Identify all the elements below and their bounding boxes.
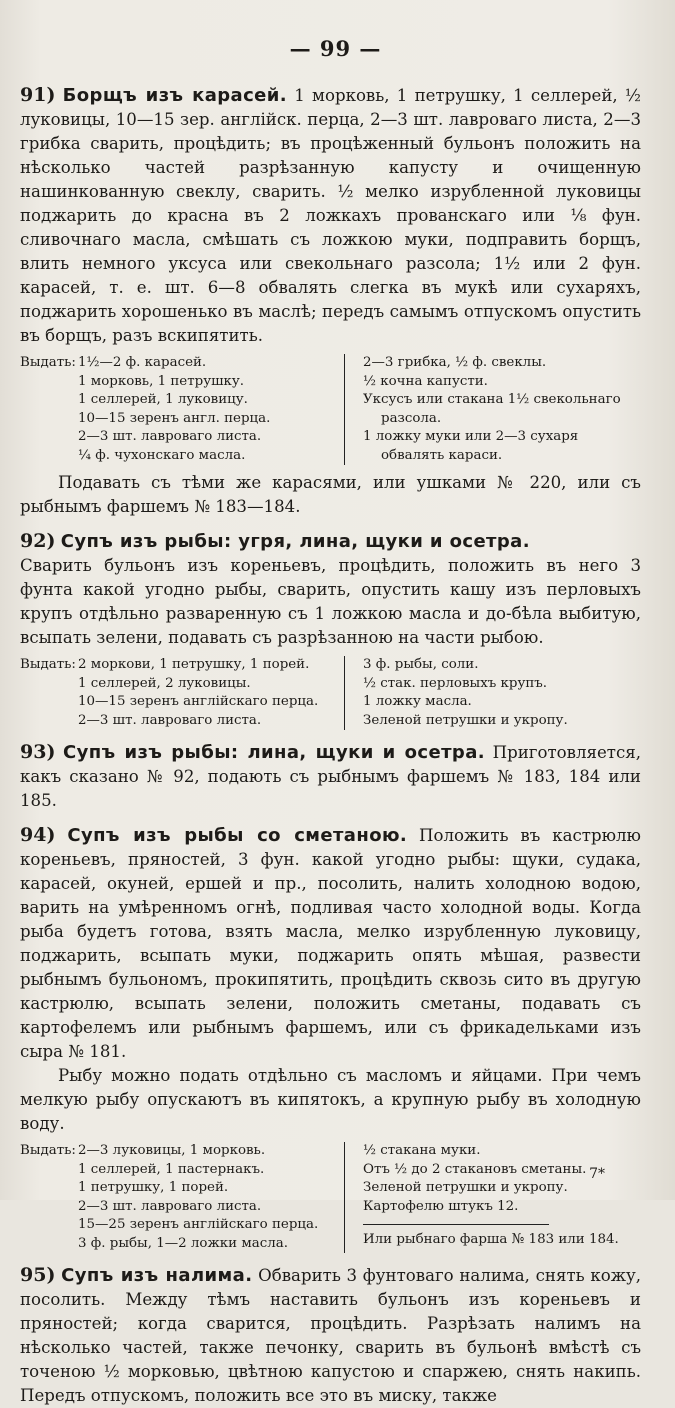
yield-item: Картофелю штукъ 12. [363,1198,519,1214]
yield-item: 2—3 луковицы, 1 морковь. [78,1143,266,1158]
divider [363,1224,549,1225]
page-number: — 99 — [289,36,382,61]
recipe-title: Супъ изъ налима. [61,1265,253,1286]
yield-item: 1 морковь, 1 петрушку. [78,373,245,389]
yield-item: ½ стакана муки. [363,1143,481,1158]
yield-item: 2—3 шт. лавроваго листа. [78,712,262,728]
yield-item: Зеленой петрушки и укропу. [363,712,568,728]
recipe-body: Обварить 3 фунтоваго налима, снять кожу, посолить. Между тѣмъ наставить бульонъ изъ кореньевъ и пряностей; когда сварится, процѣдить. Разрѣзать налимъ на нѣсколько частей, также печонку, сварить въ бульонѣ вмѣстѣ съ точеною ½ морковью, цвѣтною капустою и спаржею, снять накипь. Передъ отпускомъ, положить все это въ миску, также [20,1266,642,1405]
yield-item: Зеленой петрушки и укропу. [363,1180,568,1195]
yield-item: 10—15 зеренъ англ. перца. [78,410,271,426]
yield-item: 3 ф. рыбы, соли. [363,657,479,672]
yield-item: 1 петрушку, 1 порей. [78,1180,229,1195]
recipe-body: Сварить бульонъ изъ кореньевъ, процѣдить, положить въ него 3 фунта какой угодно рыбы, сварить, опустить кашу изъ перловыхъ крупъ отдѣльно разваренную съ 1 ложкою масла и до-бѣла выбитую, всыпать зелени, подавать съ разрѣзанною на части рыбою. [20,556,641,647]
recipe-94 [20,823,641,1253]
yield-item: ½ стак. перловыхъ крупъ. [363,675,548,691]
recipe-title: Борщъ изъ карасей. [62,85,288,106]
yield-item: 2 моркови, 1 петрушку, 1 порей. [78,657,310,672]
yield-item: 1 селлерей, 2 луковицы. [78,675,251,691]
recipe-number: 91) [20,84,56,106]
yield-item: 15—25 зеренъ англійскаго перца. [78,1217,319,1232]
yield-item: ¼ ф. чухонскаго масла. [78,447,246,463]
yield-item: 1½—2 ф. карасей. [78,355,207,370]
recipe-body: Положить въ кастрюлю кореньевъ, пряностей, 3 фун. какой угодно рыбы: щуки, судака, карасей, окуней, ершей и пр., посолить, налить холодною водою, варить на умѣренномъ огнѣ, подливая часто холодной воды. Когда рыба будетъ готова, взять масла, мелко изрубленную луковицу, поджарить, всыпать муки, поджарить опять мѣшая, развести рыбнымъ бульономъ, прокипятить, процѣдить сквозь сито въ другую кастрюлю, всыпать зелени, положить сметаны, подавать съ картофелемъ или рыбнымъ фаршемъ, или съ фрикадельками изъ сыра № 181. [20,826,641,1061]
recipe-title: Супъ изъ рыбы: угря, лина, щуки и осетра. [60,531,530,552]
recipe-95 [20,1263,641,1408]
yield-label: Выдать: [20,657,76,672]
recipe-number: 93) [20,741,56,763]
yield-item: 2—3 грибка, ½ ф. свеклы. [363,355,547,370]
yield-item: 1 ложку масла. [363,694,472,709]
yield-item: Отъ ½ до 2 стакановъ сметаны. [363,1161,587,1177]
yield-item: 1 ложку муки или 2—3 сухаря обвалять караси. [363,429,579,463]
yield-block [20,656,641,730]
yield-item: 2—3 шт. лавроваго листа. [78,1198,262,1214]
recipe-93 [20,740,641,813]
recipe-body: Приготовляется, какъ сказано № 92, подають съ рыбнымъ фаршемъ № 183, 184 или 185. [20,743,642,810]
yield-label: Выдать: [20,355,76,370]
yield-item: 1 селлерей, 1 луковицу. [78,392,248,407]
yield-item: ½ кочна капусти. [363,373,488,389]
recipe-title: Супъ изъ рыбы со сметаною. [67,825,408,846]
recipe-note: Подавать съ тѣми же карасями, или ушками № 220, или съ рыбнымъ фаршемъ № 183—184. [20,473,641,516]
recipe-title: Супъ изъ рыбы: лина, щуки и осетра. [63,742,486,763]
yield-block [20,354,641,465]
yield-item: 3 ф. рыбы, 1—2 ложки масла. [78,1235,289,1251]
yield-item: 10—15 зеренъ англійскаго перца. [78,694,319,709]
yield-block [20,1142,641,1253]
yield-item: Или рыбнаго фарша № 183 или 184. [363,1232,619,1247]
recipe-91 [20,83,641,519]
recipe-number: 94) [20,824,56,846]
signature-mark: 7* [589,1166,605,1182]
recipe-number: 92) [20,530,56,552]
yield-item: Уксусъ или стакана 1½ свекольнаго разсола. [363,392,621,426]
recipe-number: 95) [20,1264,56,1286]
yield-label: Выдать: [20,1143,76,1158]
recipe-note: Рыбу можно подать отдѣльно съ масломъ и яйцами. При чемъ мелкую рыбу опускаютъ въ кипятокъ, а крупную рыбу въ холодную воду. [20,1066,641,1133]
recipe-body: 1 морковь, 1 петрушку, 1 селлерей, ½ луковицы, 10—15 зер. англійск. перца, 2—3 шт. лавроваго листа, 2—3 грибка сварить, процѣдить; въ процѣженный бульонъ положить на нѣсколько частей разрѣзанную капусту и очищенную нашинкованную свеклу, сварить. ½ мелко изрубленной луковицы поджарить до красна въ 2 ложкахъ прованскаго или ⅛ фун. сливочнаго масла, смѣшать съ ложкою муки, подправить борщъ, влить немного уксуса или свекольнаго разсола; 1½ или 2 фун. карасей, т. е. шт. 6—8 обвалять слегка въ мукѣ или сухаряхъ, поджарить хорошенько въ маслѣ; передъ самымъ отпускомъ опустить въ борщъ, разъ вскипятить. [20,86,641,345]
yield-item: 1 селлерей, 1 пастернакъ. [78,1161,265,1177]
recipe-92 [20,529,641,730]
yield-item: 2—3 шт. лавроваго листа. [78,429,262,444]
recipe-text [20,83,641,348]
